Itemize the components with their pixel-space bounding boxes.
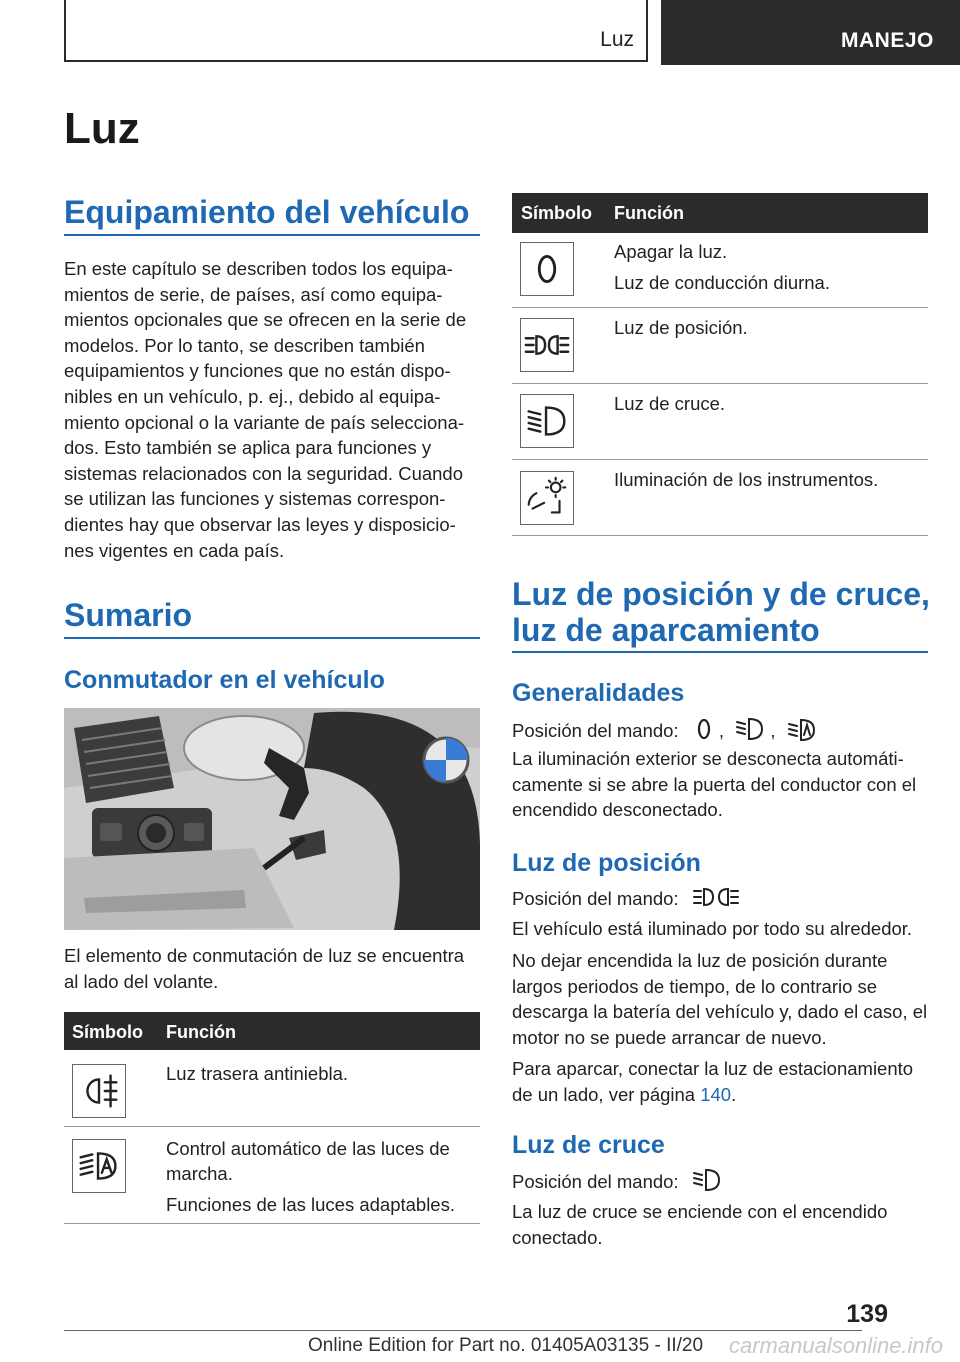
table-row	[64, 1050, 480, 1127]
low-beam-icon	[520, 394, 574, 448]
low-beam-icon	[735, 716, 765, 749]
heading-conmutador: Conmutador en el vehículo	[64, 666, 385, 694]
row-function: Luz de cruce.	[614, 393, 726, 414]
page-number: 139	[846, 1300, 888, 1328]
table-row	[512, 233, 928, 308]
equipamiento-text: En este capítulo se describen todos los equipa-mientos de serie, de países, así como equipa-mientos opcionales que se ofrecen en la serie de modelos. Por lo tanto, se describen también equipamientos y funciones que no están dispo-nibles en un vehículo, p. ej., debido al equipa-miento opcional o la variante de país selecciona-dos. Esto también se aplica para funciones y sistemas relacionados con la seguridad. Cuando se utilizan las funciones y sistemas correspon-dientes hay que observar las leyes y disposicio-nes vigentes en cada país.	[64, 258, 467, 561]
header-section-tab: MANEJO	[661, 0, 960, 65]
auto-headlight-icon	[787, 716, 817, 749]
parking-light-icon	[520, 318, 574, 372]
table-row	[64, 1127, 480, 1224]
posicion-text-1: El vehículo está iluminado por todo su alrededor.	[512, 918, 913, 939]
posicion-position: Posición del mando:	[512, 885, 932, 916]
light-switch-photo	[64, 708, 480, 930]
table-row	[512, 308, 928, 384]
instrument-lighting-icon	[520, 471, 574, 525]
heading-luz-de-cruce: Luz de cruce	[512, 1131, 665, 1159]
auto-headlight-icon	[72, 1139, 126, 1193]
footer-edition: Online Edition for Part no. 01405A03135 - II/20	[308, 1335, 704, 1356]
header-frame	[64, 0, 648, 62]
generalidades-text: La iluminación exterior se desconecta automáti-camente si se abre la puerta del conductor con el encendido desconectado.	[512, 748, 917, 821]
lights-off-icon	[520, 242, 574, 296]
table-header	[512, 193, 928, 233]
watermark: carmanualsonline.info	[729, 1333, 944, 1358]
heading-rule	[512, 651, 928, 653]
symbol-table-right	[512, 193, 928, 536]
generalidades-position: Posición del mando: , ,	[512, 716, 932, 749]
column-header-funcion: Función	[614, 203, 684, 223]
posicion-text-3: Para aparcar, conectar la luz de estacionamiento de un lado, ver página 140.	[512, 1058, 914, 1105]
column-header-simbolo: Símbolo	[72, 1022, 143, 1042]
lights-off-icon	[694, 716, 714, 749]
row-function: Iluminación de los instrumentos.	[614, 469, 879, 490]
cruce-text: La luz de cruce se enciende con el encendido conectado.	[512, 1201, 888, 1248]
heading-rule	[64, 234, 480, 236]
footer-rule	[64, 1330, 862, 1331]
table-header	[64, 1012, 480, 1050]
column-header-simbolo: Símbolo	[521, 203, 592, 223]
heading-generalidades: Generalidades	[512, 679, 685, 707]
heading-rule	[64, 637, 480, 639]
cruce-position: Posición del mando:	[512, 1167, 932, 1200]
conmutador-text: El elemento de conmutación de luz se encuentra al lado del volante.	[64, 945, 465, 992]
column-header-funcion: Función	[166, 1022, 236, 1042]
page-link-140[interactable]: 140	[700, 1083, 732, 1105]
heading-equipamiento: Equipamiento del vehículo	[64, 194, 470, 230]
heading-sumario: Sumario	[64, 597, 193, 633]
rear-fog-light-icon	[72, 1064, 126, 1118]
row-function: Luz de posición.	[614, 317, 748, 338]
parking-light-icon	[692, 885, 740, 916]
row-function: Apagar la luz. Luz de conducción diurna.	[614, 241, 830, 293]
table-row	[512, 384, 928, 460]
table-row	[512, 460, 928, 536]
header-section-small: Luz	[600, 28, 634, 51]
low-beam-icon	[692, 1167, 722, 1200]
chapter-title: Luz	[64, 104, 140, 153]
symbol-table-left	[64, 1012, 480, 1224]
row-function: Luz trasera antiniebla.	[166, 1063, 349, 1084]
row-function: Control automático de las luces de marcha. Funciones de las luces adaptables.	[166, 1138, 455, 1215]
posicion-text-2: No dejar encendida la luz de posición durante largos periodos de tiempo, de lo contrario se descarga la batería del vehículo y, dado el caso, el motor no se puede arrancar de nuevo.	[512, 950, 928, 1048]
heading-luz-de-posicion: Luz de posición	[512, 849, 701, 877]
heading-luz-posicion-cruce: Luz de posición y de cruce, luz de aparcamiento	[512, 576, 930, 648]
